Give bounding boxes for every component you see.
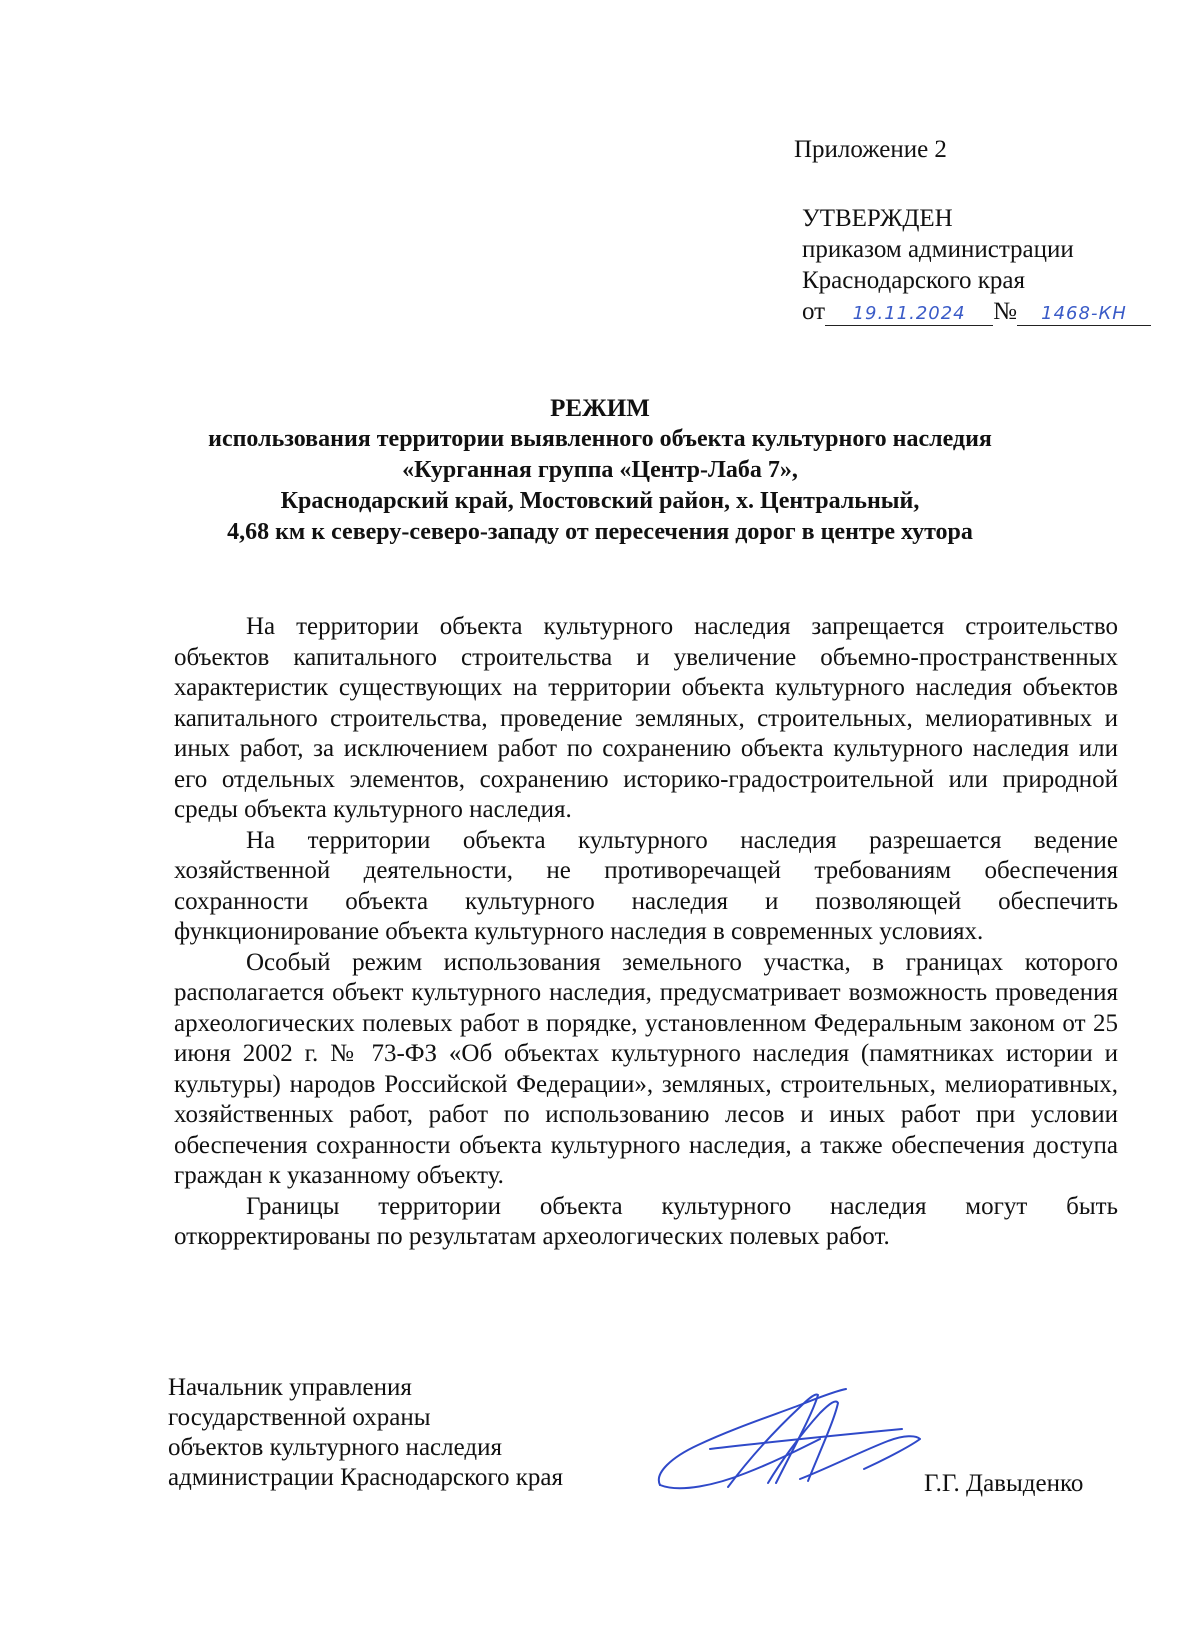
body-paragraph-4: Границы территории объекта культурного наследия могут быть откорректированы по результатам археологических полевых работ.: [174, 1192, 1118, 1250]
approved-label: УТВЕРЖДЕН: [802, 205, 953, 232]
number-handwritten: 1468-КН: [1017, 303, 1151, 326]
document-title: [150, 393, 1050, 548]
handwritten-signature: [650, 1385, 950, 1505]
date-prefix: от: [802, 298, 826, 325]
title-line-1: РЕЖИМ: [550, 395, 650, 422]
date-handwritten: 19.11.2024: [825, 303, 993, 326]
approval-date-number-line: [802, 296, 1151, 327]
document-body: [174, 612, 1118, 1253]
body-paragraph-1: На территории объекта культурного наследия запрещается строительство объектов капитального строительства и увеличение объемно-пространственных характеристик существующих на территории объекта культурного наследия объектов капитального строительства, проведение земляных, строительных, мелиоративных и иных работ, за исключением работ по сохранению объекта культурного наследия или его отдельных элементов, сохранению историко-градостроительной или природной среды объекта культурного наследия.: [174, 613, 1118, 823]
signer-position: [168, 1373, 563, 1493]
title-line-5: 4,68 км к северу-северо-западу от пересечения дорог в центре хутора: [227, 519, 973, 545]
title-line-4: Краснодарский край, Мостовский район, х. Центральный,: [280, 488, 920, 514]
signer-name: Г.Г. Давыденко: [924, 1470, 1084, 1497]
signer-position-line3: объектов культурного наследия: [168, 1434, 502, 1461]
body-paragraph-3: Особый режим использования земельного участка, в границах которого располагается объект культурного наследия, предусматривает возможность проведения археологических полевых работ в порядке, установленном Федеральным законом от 25 июня 2002 г. № 73-ФЗ «Об объектах культурного наследия (памятниках истории и культуры) народов Российской Федерации», земляных, строительных, мелиоративных, хозяйственных работ, работ по использованию лесов и иных работ при условии обеспечения сохранности объекта культурного наследия, а также обеспечения доступа граждан к указанному объекту.: [174, 948, 1118, 1189]
body-paragraph-2: На территории объекта культурного наследия разрешается ведение хозяйственной деятельности, не противоречащей требованиям обеспечения сохранности объекта культурного наследия и позволяющей обеспечить функционирование объекта культурного наследия в современных условиях.: [174, 826, 1118, 945]
title-line-3: «Курганная группа «Центр-Лаба 7»,: [402, 457, 798, 483]
title-line-2: использования территории выявленного объекта культурного наследия: [208, 426, 992, 452]
approval-stamp-block: [802, 203, 1151, 327]
appendix-label: Приложение 2: [794, 136, 947, 163]
number-sign: №: [993, 298, 1017, 325]
approved-by-line1: приказом администрации: [802, 236, 1074, 263]
signer-position-line4: администрации Краснодарского края: [168, 1464, 564, 1491]
signer-position-line2: государственной охраны: [168, 1404, 431, 1431]
signer-position-line1: Начальник управления: [168, 1374, 412, 1401]
approved-by-line2: Краснодарского края: [802, 267, 1025, 294]
